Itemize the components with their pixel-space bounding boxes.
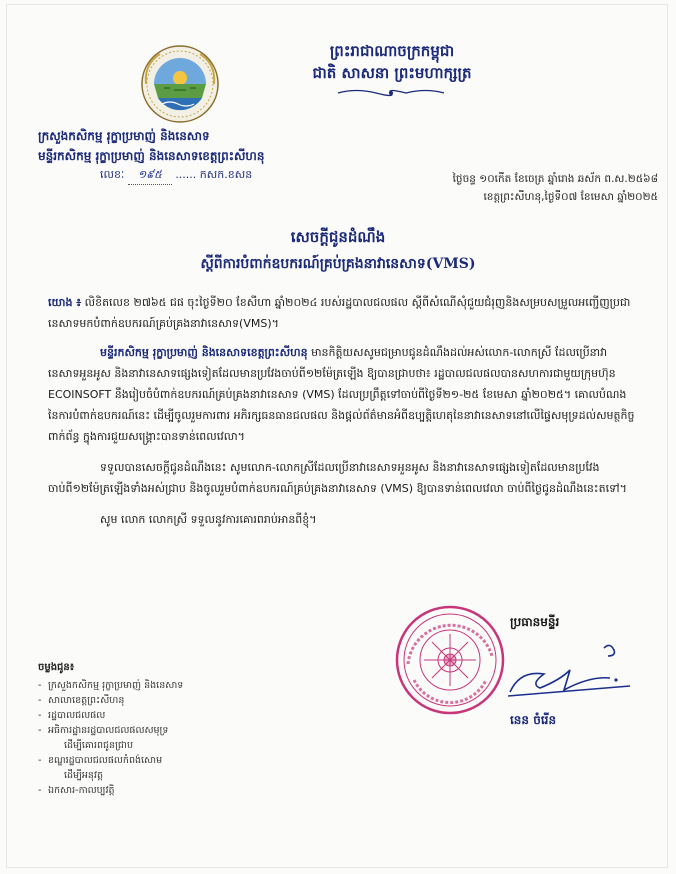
main-paragraph-lead: មន្ទីរកសិកម្ម រុក្ខាប្រមាញ់ និងនេសាទខេត្តព្រះសីហនុ: [100, 346, 308, 359]
reference-paragraph-label: យោង ៖: [48, 296, 82, 309]
kingdom-header: [272, 40, 512, 84]
closing-paragraph: សូម លោក លោកស្រី ទទួលនូវការគោរពរាប់អានពីខ្ញុំ។: [100, 513, 317, 526]
reference-paragraph-text: លិខិតលេខ ២៧៦៥ ជផ ចុះថ្ងៃទី២០ ខែសីហា ឆ្នាំ២០២៤ របស់រដ្ឋបាលជលផល ស្តីពីសំណើសុំជួយជំរុញនិងសម្របសម្រួលអញ្ជើញប្រជានេសាទមកបំពាក់ឧបករណ៍គ្រប់គ្រងនាវានេសាទ(VMS)។: [48, 296, 631, 330]
signatory-title: ប្រធានមន្ទីរ: [510, 615, 560, 629]
reference-number: លេខៈ ១៩៥ ...... កសក.ខសន: [100, 168, 340, 185]
list-item: - អធិការដ្ឋានរដ្ឋបាលជលផលសមុទ្រ: [38, 723, 258, 738]
notice-subject: ស្តីពីការបំពាក់ឧបករណ៍គ្រប់គ្រងនាវានេសាទ(VMS): [200, 256, 476, 272]
reference-paragraph: [48, 292, 636, 334]
list-item: - សាលាខេត្តព្រះសីហនុ: [38, 693, 258, 708]
date-block: [388, 170, 658, 206]
signatory-name: នេន ចំរើន: [510, 713, 557, 727]
reference-handwritten-number: ១៩៥: [128, 168, 172, 185]
list-item: - រដ្ឋបាលជលផល: [38, 708, 258, 723]
lunar-date: ថ្ងៃចន្ទ ១០កើត ខែចេត្រ ឆ្នាំរោង ឆស័ក ព.ស.២៥៦៨: [452, 173, 658, 185]
reference-suffix: កសក.ខសន: [199, 168, 253, 181]
list-item-note: ដើម្បីអនុវត្ត: [64, 770, 104, 781]
recipients-list: [38, 660, 258, 798]
recipients-title: ចម្លងជូន៖: [38, 662, 75, 673]
main-paragraph-text: មានកិត្តិយសសូមជម្រាបជូនដំណឹងដល់អស់លោក-លោកស្រី ដែលប្រើនាវានេសាទអួនអូស និងនាវានេសាទផ្សេងទៀតដែលមានប្រវែងចាប់ពី១២ម៉ែត្រឡើង ឱ្យបានជ្រាបថា៖ រដ្ឋបាលជលផលបានសហការជាមួយក្រុមហ៊ុន ECOINSOFT នឹងរៀបចំបំពាក់ឧបករណ៍គ្រប់គ្រងនាវានេសាទ (VMS) ដែលប្រព្រឹត្តទៅចាប់ពីថ្ងៃទី២១-២៥ ខែមេសា ឆ្នាំ២០២៥។ គោលបំណងនៃការបំពាក់ឧបករណ៍នេះ ដើម្បីចូលរួមការពារ អភិរក្សធនធានជលផល និងផ្តល់ព័ត៌មានអំពីឧប្បត្តិហេតុនៃនាវានេសាទនៅលើផ្ទៃសមុទ្រដល់សមត្ថកិច្ចពាក់ព័ន្ធ ក្នុងការជួយសង្គ្រោះបានទាន់ពេលវេលា។: [48, 346, 635, 443]
department-name: មន្ទីរកសិកម្ម រុក្ខាប្រមាញ់ និងនេសាទខេត្តព្រះសីហនុ: [38, 149, 265, 163]
handwritten-signature-icon: [500, 640, 640, 710]
list-item: - ឯកសារ-កាលប្បវត្តិ: [38, 783, 258, 798]
list-item: - ខណ្ឌរដ្ឋបាលជលផលកំពង់សោម: [38, 753, 258, 768]
national-motto: ជាតិ សាសនា ព្រះមហាក្សត្រ: [312, 64, 472, 82]
list-item: - ក្រសួងកសិកម្ម រុក្ខាប្រមាញ់ និងនេសាទ: [38, 678, 258, 693]
ministry-logo-icon: [140, 44, 220, 124]
list-item-note: ដើម្បីគោរពជូនជ្រាប: [64, 740, 133, 751]
ornament-divider-icon: [336, 88, 446, 98]
request-paragraph: ទទួលបានសេចក្តីជូនដំណឹងនេះ សូមលោក-លោកស្រីដែលប្រើនាវានេសាទអួនអូស និងនាវានេសាទផ្សេងទៀតដែលមានប្រវែងចាប់ពី១២ម៉ែត្រឡើងទាំងអស់ជ្រាប និងចូលរួមបំពាក់ឧបករណ៍គ្រប់គ្រងនាវានេសាទ (VMS) ឱ្យបានទាន់ពេលវេលា ចាប់ពីថ្ងៃជូនដំណឹងនេះតទៅ។: [48, 461, 627, 495]
ministry-name: ក្រសួងកសិកម្ម រុក្ខាប្រមាញ់ និងនេសាទ: [38, 129, 210, 143]
kingdom-title: ព្រះរាជាណាចក្រកម្ពុជា: [329, 42, 455, 60]
letter-body: [48, 292, 636, 530]
reference-label: លេខៈ: [100, 168, 125, 181]
solar-date: ខេត្តព្រះសីហនុ,ថ្ងៃទី០៧ ខែមេសា ឆ្នាំ២០២៥: [483, 191, 658, 203]
main-paragraph: [48, 342, 636, 447]
official-seal-icon: [394, 604, 506, 716]
notice-title: សេចក្តីជូនដំណឹង: [290, 228, 386, 246]
ministry-block: [38, 126, 338, 166]
